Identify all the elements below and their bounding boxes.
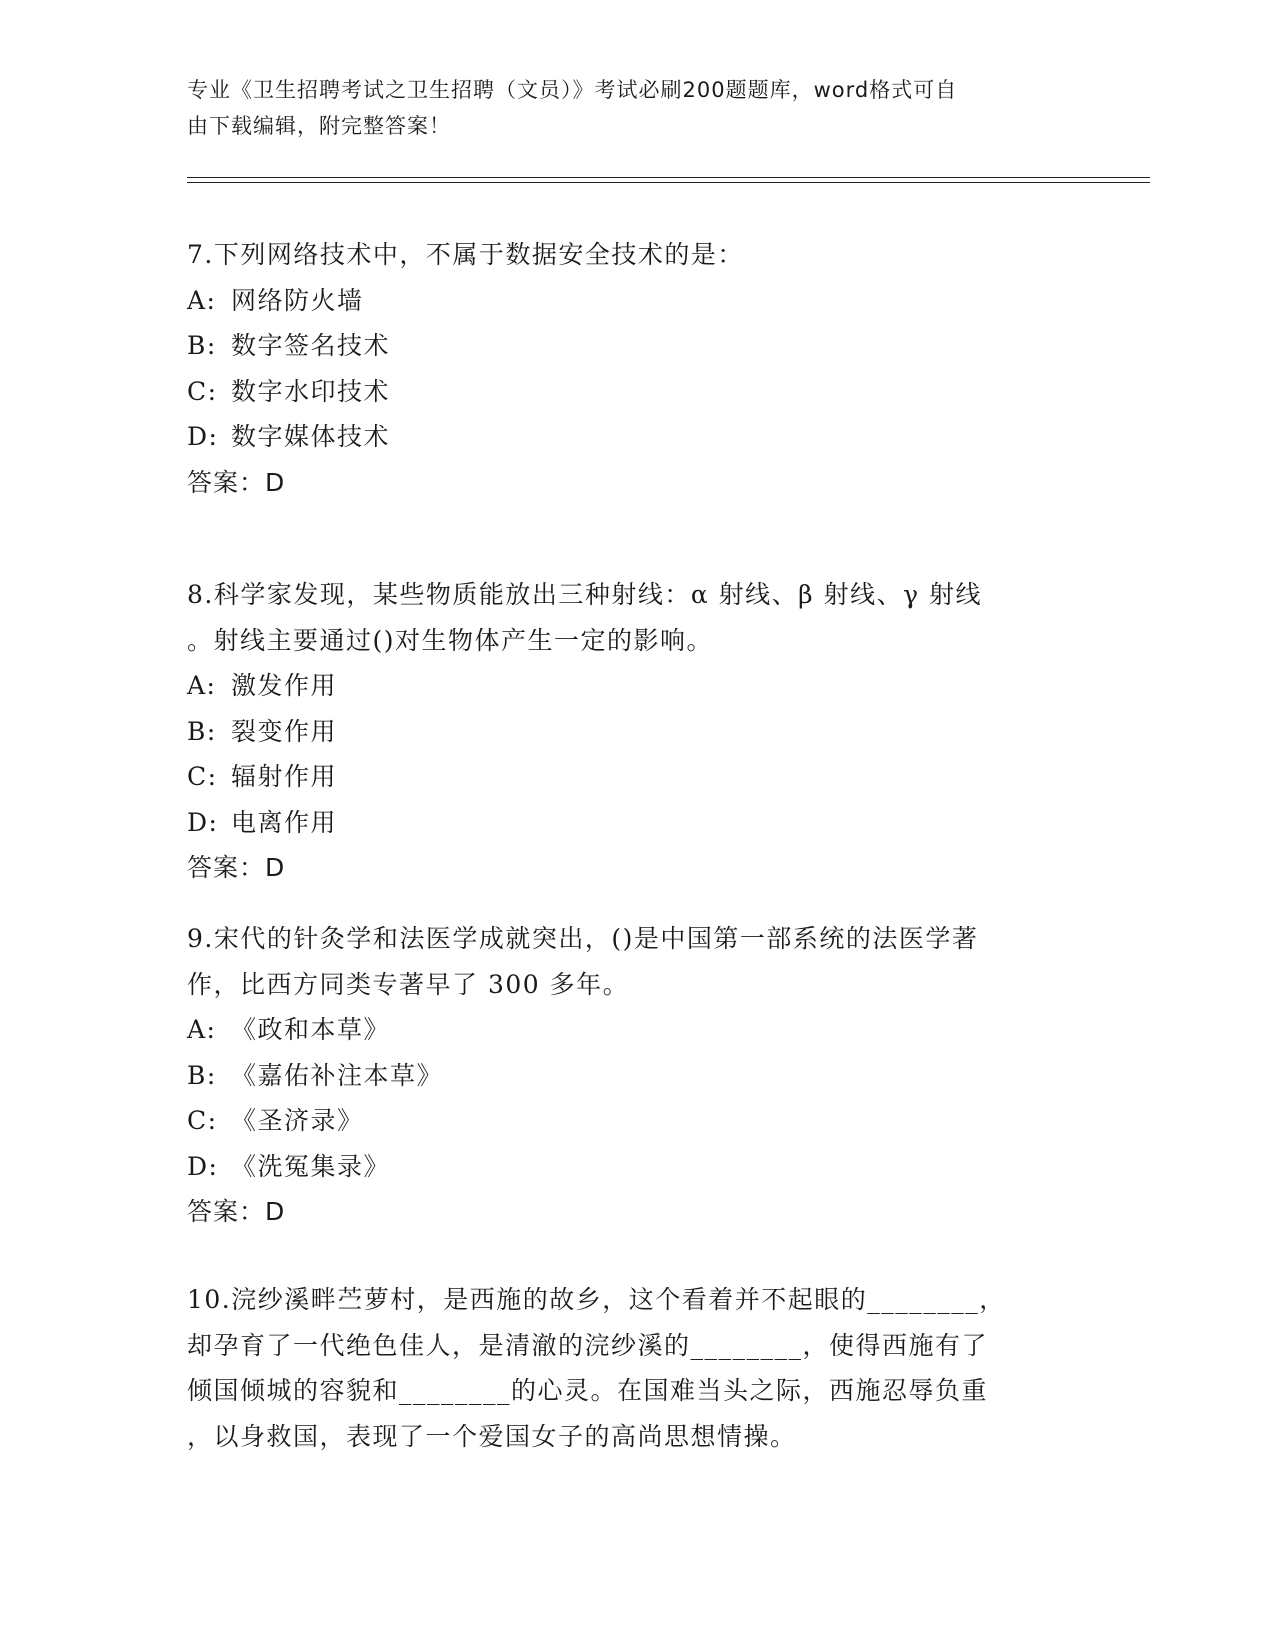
- option-letter: D:: [187, 807, 219, 837]
- question-stem: 作，比西方同类专著早了 300 多年。: [187, 969, 630, 999]
- option-text: 《政和本草》: [231, 1015, 391, 1044]
- answer: 答案：D: [187, 1197, 286, 1226]
- option-letter: B:: [187, 331, 217, 360]
- option-text: 网络防火墙: [231, 285, 364, 315]
- question-9: [187, 916, 1087, 1235]
- header-divider-bottom: [187, 182, 1150, 183]
- option-text: 《嘉佑补注本草》: [231, 1060, 444, 1090]
- option-d: [187, 414, 1087, 460]
- option-text: 激发作用: [231, 671, 338, 700]
- answer: 答案：D: [187, 853, 286, 882]
- option-c: [187, 369, 1087, 415]
- option-text: 数字媒体技术: [231, 422, 391, 451]
- question-7: [187, 232, 1087, 505]
- option-letter: C:: [187, 762, 218, 791]
- option-letter: D:: [187, 422, 219, 451]
- question-stem: 7.下列网络技术中，不属于数据安全技术的是：: [187, 240, 744, 269]
- option-text: 数字水印技术: [231, 376, 391, 406]
- question-10: [187, 1277, 1087, 1459]
- option-letter: B:: [187, 1060, 217, 1090]
- question-stem: 。射线主要通过()对生物体产生一定的影响。: [187, 625, 714, 655]
- option-b: [187, 709, 1087, 755]
- option-c: [187, 754, 1087, 800]
- option-text: 电离作用: [231, 807, 338, 837]
- question-stem: 倾国倾城的容貌和________的心灵。在国难当头之际，西施忍辱负重: [187, 1376, 989, 1405]
- question-8: [187, 572, 1087, 891]
- question-stem: ，以身救国，表现了一个爱国女子的高尚思想情操。: [187, 1421, 797, 1451]
- option-text: 辐射作用: [231, 762, 338, 791]
- option-letter: A:: [187, 285, 217, 315]
- answer: 答案：D: [187, 467, 286, 497]
- option-letter: B:: [187, 716, 217, 746]
- option-text: 数字签名技术: [231, 331, 391, 360]
- option-a: [187, 663, 1087, 709]
- question-stem: 10.浣纱溪畔苎萝村，是西施的故乡，这个看着并不起眼的________，: [187, 1285, 1006, 1314]
- option-b: [187, 1053, 1087, 1099]
- question-stem: 却孕育了一代绝色佳人，是清澈的浣纱溪的________，使得西施有了: [187, 1330, 989, 1360]
- option-d: [187, 1144, 1087, 1190]
- option-text: 裂变作用: [231, 716, 338, 746]
- option-b: [187, 323, 1087, 369]
- question-stem: 8.科学家发现，某些物质能放出三种射线：α 射线、β 射线、γ 射线: [187, 580, 982, 609]
- option-a: [187, 278, 1087, 324]
- header-line-1: 专业《卫生招聘考试之卫生招聘（文员）》考试必刷200题题库，word格式可自: [187, 78, 958, 102]
- option-c: [187, 1098, 1087, 1144]
- option-text: 《圣济录》: [231, 1106, 364, 1135]
- header-line-2: 由下载编辑，附完整答案！: [187, 114, 451, 138]
- option-a: [187, 1007, 1087, 1053]
- option-text: 《洗冤集录》: [231, 1151, 391, 1181]
- option-letter: D:: [187, 1151, 219, 1181]
- option-letter: C:: [187, 1106, 218, 1135]
- option-d: [187, 800, 1087, 846]
- option-letter: C:: [187, 376, 218, 406]
- header-divider-top: [187, 177, 1150, 178]
- document-header: [187, 72, 1067, 144]
- option-letter: A:: [187, 671, 217, 700]
- option-letter: A:: [187, 1015, 217, 1044]
- question-stem: 9.宋代的针灸学和法医学成就突出，()是中国第一部系统的法医学著: [187, 924, 979, 953]
